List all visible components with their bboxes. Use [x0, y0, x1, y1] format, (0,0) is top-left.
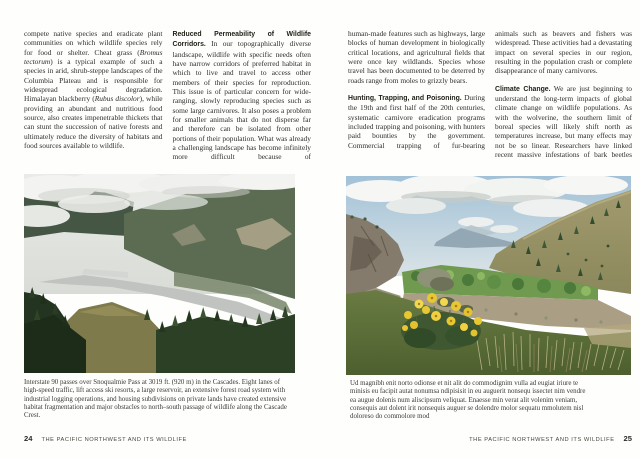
running-head-right: THE PACIFIC NORTHWEST AND ITS WILDLIFE [469, 437, 615, 443]
text-column [24, 29, 163, 162]
photo-flower-valley [346, 176, 631, 375]
body-paragraph: Climate Change. We are just beginning to understand the long-term impacts of global climate change on wildlife populations. As with the wolverine, the southern limit of boreal species will likely shift north as temperatures increase, but many effects may not be so linear. Researchers have linked recent massive infestations of bark beetles [495, 83, 632, 160]
right-page-text-block [348, 29, 632, 159]
left-page-text-block [24, 29, 311, 162]
page-footer-left [24, 428, 187, 446]
photo-caption-left: Interstate 90 passes over Snoqualmie Pass at 3019 ft. (920 m) in the Cascades. Eight lanes of high-speed traffic, lift access ski resorts, a large reservoir, an extensive forest road system with industrial logging operations, and housing subdivisions on private lands have created extensive habitat fragmentation and major obstacles to north–south passage of wildlife along the Cascade Crest. [24, 379, 287, 420]
photo-snoqualmie-pass [24, 174, 295, 373]
page-footer-right [348, 428, 632, 446]
flower-valley-photo-illustration [346, 176, 631, 375]
text-column [348, 29, 485, 159]
text-column [495, 29, 632, 159]
body-paragraph: compete native species and eradicate plant communities on which wildlife species rely for food or shelter. Cheat grass (Bromus tectorum) is a typical example of such a species in arid, shrub-steppe landscapes of the Columbia Plateau and is responsible for widespread ecological degradation. Himalayan blackberry (Rubus discolor), while providing an abundant and nutritious food source, also creates impenetrable thickets that can stunt the succession of native forests and ultimately reduce the diversity of habitats and food sources available to wildlife. [24, 29, 163, 151]
mountain-lake-photo-illustration [24, 174, 295, 373]
body-paragraph: Hunting, Trapping, and Poisoning. During the 19th and first half of the 20th centuries, systematic carnivore eradication programs included trapping and poisoning, with hunters paid bounties by the government. Commercial trapping of fur-bearing [348, 93, 486, 150]
body-paragraph: human-made features such as highways, large blocks of human development in biologically critical locations, and agricultural fields that were once key wildlands. Species whose travel has been documented to be deterred by roads range from moles to grizzly bears. [348, 29, 485, 85]
running-head-left: THE PACIFIC NORTHWEST AND ITS WILDLIFE [41, 437, 187, 443]
photo-caption-right: Ud magnibh enit norto odionse et nit alit do commodignim vulla ad eugiat iriure te minisis eu facipit autat nonumsa ndipisisit in eu auguerit nonsequ issectet nim vendre ea augue dolenis num aliscipsum veliquat. Enaesse min verat alit volenim veniam, consequis aut dolent irit nonsequis auguer se dolendre molor sequatu mmolutem nisl doloreso do commolore mod [350, 380, 586, 421]
text-column [173, 29, 312, 162]
page-number-right: 25 [623, 434, 632, 443]
page-number-left: 24 [24, 434, 33, 443]
body-paragraph: animals such as beavers and fishers was widespread. These activities had a devastating impact on several species in our region, resulting in the population crash or complete disappearance of many carnivores. [495, 29, 632, 76]
body-paragraph: Reduced Permeability of Wildlife Corridors. In our topographically diverse landscape, wildlife with specific needs often have narrow corridors of preferred habitat in which to live and travel to access other members of their species for reproduction. This issue is of particular concern for wide-ranging, slowly reproducing species such as some large carnivores. It also poses a problem for smaller animals that do not disperse far and therefore can be isolated from other portions of their population. What was already a challenging landscape has become infinitely more difficult because of [172, 31, 311, 162]
